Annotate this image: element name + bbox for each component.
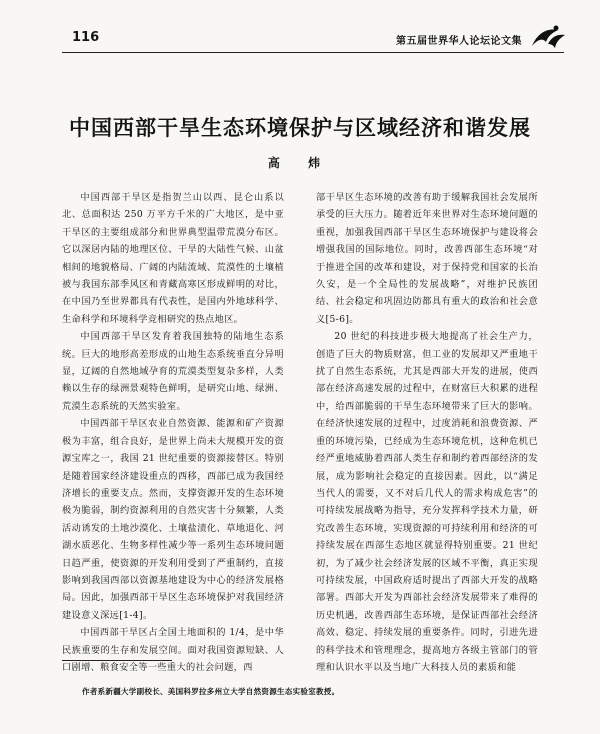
page-number: 116 <box>72 30 100 45</box>
author-footnote: 作者系新疆大学副校长、美国科罗拉多州立大学自然资源生态实验室教授。 <box>82 687 340 696</box>
paragraph: 20 世纪的科技进步极大地提高了社会生产力，创造了巨大的物质财富，但工业的发展却又严重地干扰了自然生态系统，尤其是西部大开发的进展，使西部在经济高速发展的过程中，在财富巨大积累的进程中，给西部脆弱的干旱生态环境带来了巨大的影响。在经济快速发展的过程中，过度消耗和浪费资源、严重的环境污染，已经成为生态环境危机，这种危机已经严重地威胁着西部人类生存和制约着西部经济的发展，成为影响社会稳定的直接因素。因此，以“满足当代人的需要，又不对后几代人的需求构成危害”的可持续发展战略为指导，充分发挥科学技术力量，研究改善生态环境，实现资源的可持续利用和经济的可持续发展在西部生态地区就显得特别重要。21 世纪初，为了减少社会经济发展的区域不平衡，真正实现可持续发展，中国政府适时提出了西部大开发的战略部署。西部大开发为西部社会经济发展带来了难得的历史机遇，改善西部生态环境，是保证西部社会经济高效、稳定、持续发展的重要条件。同时，引进先进的科学技术和管理理念，提高地方各级主管部门的管理和认识水平以及当地广大科技人员的素质和能 <box>316 331 538 673</box>
paragraph: 中国西部干旱区发育着我国独特的陆地生态系统。巨大的地形高差形成的山地生态系统垂直分异明显，辽阔的自然地域孕育的荒漠类型复杂多样，人类赖以生存的绿洲景观特色鲜明，是研究山地、绿洲、荒漠生态系统的天然实验室。 <box>62 331 284 412</box>
right-column <box>316 189 538 676</box>
paragraph: 部干旱区生态环境的改善有助于缓解我国社会发展所承受的巨大压力。随着近年来世界对生态环境问题的重视，加强我国西部干旱区生态环境保护与建设将会增强我国的国际地位。同时，改善西部生态环境“对于推进全国的改革和建设，对于保持党和国家的长治久安，是一个全局性的发展战略”，对维护民族团结、社会稳定和巩固边防都具有重大的政治和社会意义[5-6]。 <box>316 192 538 325</box>
page-header <box>62 28 570 50</box>
header-rule <box>62 52 564 53</box>
paragraph: 中国西部干旱区农业自然资源、能源和矿产资源极为丰富，组合良好，是世界上尚未大规模开发的资源宝库之一，我国 21 世纪重要的资源接替区。特别是随着国家经济建设重点的西移，西部已成为我国经济增长的重要支点。然而，支撑资源开发的生态环境极为脆弱，制约资源利用的自然灾害十分频繁，人类活动诱发的土地沙漠化、土壤盐渍化、草地退化、河湖水质恶化、生物多样性减少等一系列生态环境问题日趋严重，使资源的开发利用受到了严重制约，直接影响到我国西部以资源基地建设为中心的经济发展格局。因此，加强西部干旱区生态环境保护对我国经济建设意义深远[1-4]。 <box>62 418 284 621</box>
conference-logo-icon <box>528 24 568 54</box>
article-author: 高 炜 <box>267 156 333 170</box>
left-column <box>62 189 284 676</box>
article-title: 中国西部干旱生态环境保护与区域经济和谐发展 <box>69 115 531 140</box>
paragraph: 中国西部干旱区占全国土地面积的 1/4，是中华民族重要的生存和发展空间。面对我国资源短缺、人口剧增、粮食安全等一些重大的社会问题，西 <box>62 627 284 673</box>
running-title: 第五届世界华人论坛论文集 <box>396 36 522 47</box>
paragraph: 中国西部干旱区是指贺兰山以西、昆仑山系以北、总面积达 250 万平方千米的广大地区，是中亚干旱区的主要组成部分和世界典型温带荒漠分布区。它以深居内陆的地理区位、干旱的大陆性气候、山盆相间的地貌格局、广阔的内陆流域、荒漠性的土壤植被与我国东部季风区和青藏高寒区形成鲜明的对比，在中国乃至世界都具有代表性，是国内外地球科学、生命科学和环境科学竞相研究的热点地区。 <box>62 192 284 325</box>
footnote-rule <box>62 660 172 661</box>
